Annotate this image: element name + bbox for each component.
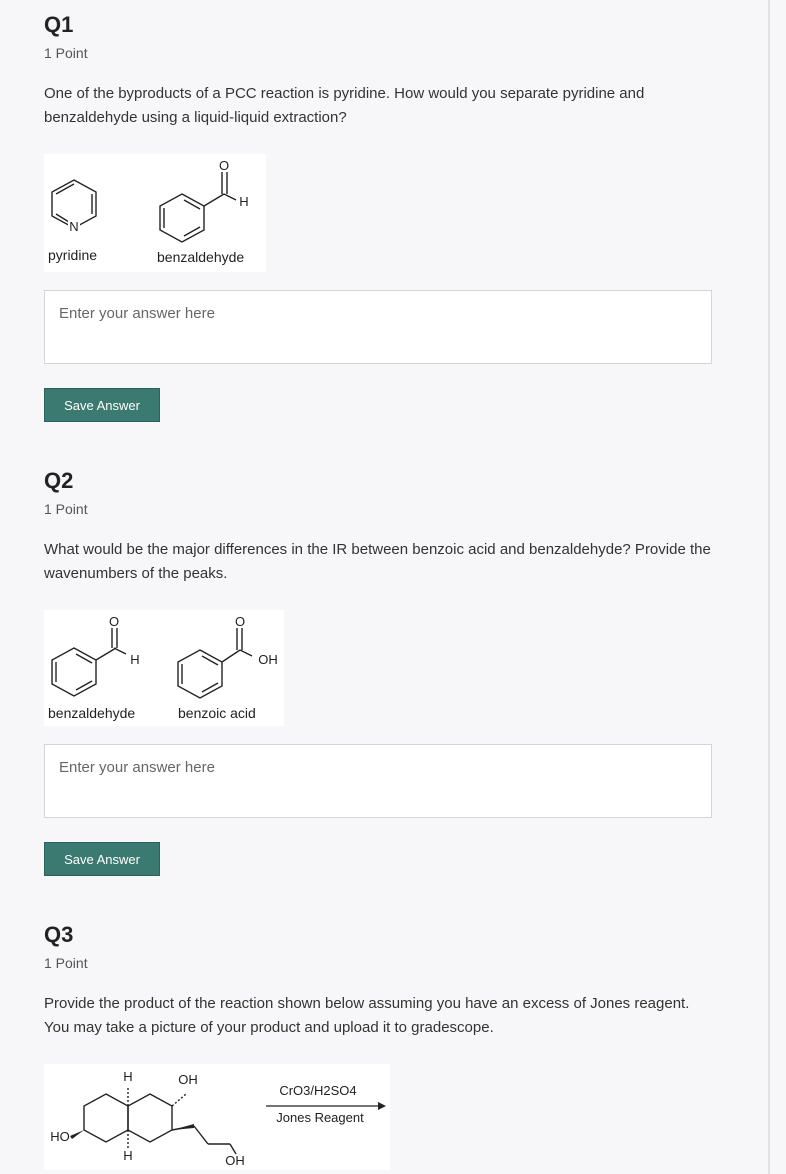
benzoic-acid-oxygen-label: O — [234, 614, 246, 629]
left-hydroxyl-label: HO — [50, 1129, 70, 1144]
pyridine-nitrogen-label: N — [69, 219, 79, 234]
question-text: One of the byproducts of a PCC reaction is pyridine. How would you separate pyridine and benzaldehyde using a liquid-liquid extraction? — [44, 85, 645, 126]
top-hydroxyl-label: OH — [178, 1072, 198, 1087]
question-text: What would be the major differences in the IR between benzoic acid and benzaldehyde? Provide the wavenumbers of the peaks. — [44, 541, 711, 582]
benzoic-acid-label: benzoic acid — [178, 705, 256, 721]
benzoic-acid-hydroxyl-label: OH — [258, 652, 278, 667]
question-points: 1 Point — [44, 501, 88, 517]
benzaldehyde-structure — [52, 628, 126, 696]
question-title: Q3 — [44, 922, 74, 947]
question-3 — [44, 922, 712, 1170]
answer-input[interactable] — [44, 290, 712, 364]
answer-input[interactable] — [44, 744, 712, 818]
page-scrollbar-edge — [768, 0, 770, 1174]
benzaldehyde-oxygen-label: O — [108, 614, 120, 629]
top-hydrogen-label: H — [123, 1069, 133, 1084]
question-points: 1 Point — [44, 955, 88, 971]
bottom-hydroxyl-label: OH — [225, 1153, 245, 1168]
pyridine-benzaldehyde-structures — [44, 154, 266, 272]
reaction-arrow-head — [378, 1102, 386, 1110]
benzaldehyde-label: benzaldehyde — [48, 705, 136, 721]
benzoic-acid-structure — [178, 628, 252, 698]
benzaldehyde-hydrogen-label: H — [130, 652, 140, 667]
benzaldehyde-structure — [160, 172, 236, 242]
decalin-diol-structure — [84, 1086, 236, 1154]
jones-oxidation-reaction-figure — [44, 1064, 390, 1170]
question-points: 1 Point — [44, 45, 88, 61]
reagent-formula: CrO3/H2SO4 — [279, 1083, 357, 1098]
benzaldehyde-benzoic-acid-structures — [44, 610, 284, 726]
reagent-name: Jones Reagent — [276, 1110, 364, 1125]
question-title: Q2 — [44, 468, 74, 493]
benzaldehyde-label: benzaldehyde — [157, 249, 245, 265]
question-2 — [44, 468, 712, 876]
save-answer-button[interactable]: Save Answer — [44, 842, 160, 876]
pyridine-label: pyridine — [48, 247, 98, 263]
question-1 — [44, 12, 712, 422]
benzaldehyde-oxygen-label: O — [218, 158, 230, 173]
wedge-bond-ho — [70, 1130, 84, 1139]
question-title: Q1 — [44, 12, 74, 37]
question-text: Provide the product of the reaction shown below assuming you have an excess of Jones reagent. You may take a picture of your product and upload it to gradescope. — [44, 995, 690, 1036]
save-answer-button[interactable]: Save Answer — [44, 388, 160, 422]
bottom-hydrogen-label: H — [123, 1148, 133, 1163]
benzaldehyde-hydrogen-label: H — [239, 194, 249, 209]
